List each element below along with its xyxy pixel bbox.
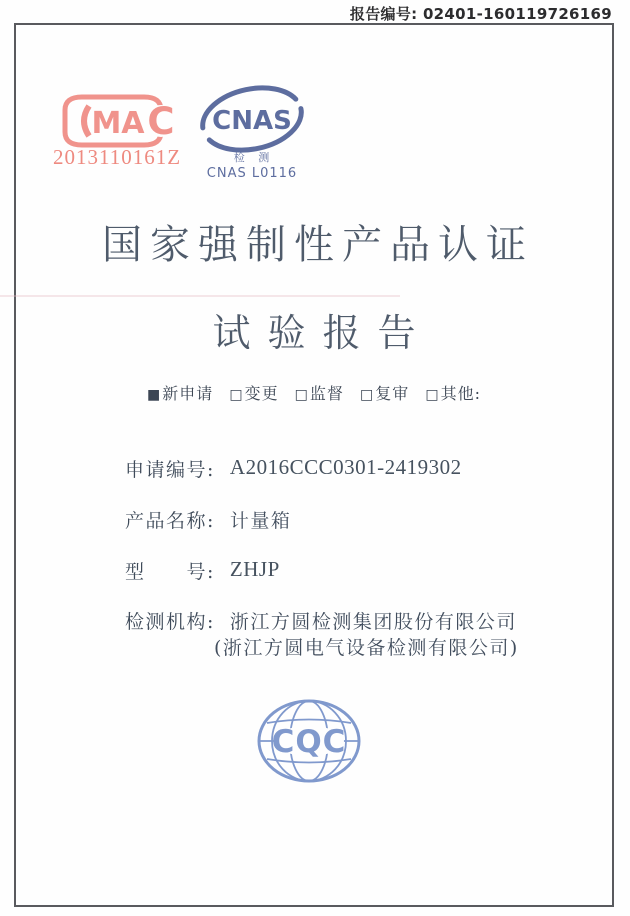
field-test-organization xyxy=(125,607,517,634)
cnas-code: CNAS L0116 xyxy=(206,166,298,181)
checkbox-empty-icon: □ xyxy=(294,387,309,403)
field-label: 检测机构: xyxy=(125,611,215,633)
checkbox-option-supervision xyxy=(295,384,344,403)
field-model xyxy=(125,557,280,584)
field-label: 型 号: xyxy=(125,561,215,583)
checkbox-label: 新申请 xyxy=(162,384,214,403)
cma-ma-letters: MA xyxy=(91,106,145,141)
cnas-subtitle: 检 测 xyxy=(233,151,275,164)
checkbox-option-new-application xyxy=(147,384,213,403)
checkbox-empty-icon: □ xyxy=(360,387,375,403)
field-value: ZHJP xyxy=(229,557,280,581)
checkbox-option-change xyxy=(229,384,278,403)
checkbox-label: 其他: xyxy=(440,384,481,403)
cma-c-letter: C xyxy=(147,100,175,143)
field-test-organization-alt: (浙江方圆电气设备检测有限公司) xyxy=(214,637,519,659)
field-product-name xyxy=(125,506,291,533)
field-value: 计量箱 xyxy=(229,510,292,532)
application-type-row xyxy=(16,381,612,404)
certification-title: 国家强制性产品认证 xyxy=(102,222,534,268)
cma-certificate-number: 2013110161Z xyxy=(52,145,182,169)
field-label: 产品名称: xyxy=(125,510,215,532)
page-border-frame xyxy=(14,23,614,907)
field-value: 浙江方圆检测集团股份有限公司 xyxy=(229,611,517,633)
checkbox-label: 复审 xyxy=(375,384,410,403)
cnas-mark-icon xyxy=(196,83,308,185)
scan-artifact-line xyxy=(0,295,400,297)
cqc-name: CQC xyxy=(271,724,347,760)
checkbox-label: 变更 xyxy=(244,384,279,403)
field-value: A2016CCC0301-2419302 xyxy=(229,455,462,479)
checkbox-option-review xyxy=(360,384,409,403)
cqc-globe-icon xyxy=(254,697,364,795)
report-number: 报告编号: 02401-160119726169 xyxy=(349,5,612,23)
field-label: 申请编号: xyxy=(125,459,215,481)
checkbox-empty-icon: □ xyxy=(229,387,244,403)
checkbox-filled-icon: ■ xyxy=(146,387,162,403)
field-application-number xyxy=(125,455,462,482)
checkbox-option-other xyxy=(425,384,481,403)
report-title: 试验报告 xyxy=(212,311,433,355)
checkbox-empty-icon: □ xyxy=(425,387,440,403)
cnas-name: CNAS xyxy=(212,106,292,136)
checkbox-label: 监督 xyxy=(309,384,344,403)
